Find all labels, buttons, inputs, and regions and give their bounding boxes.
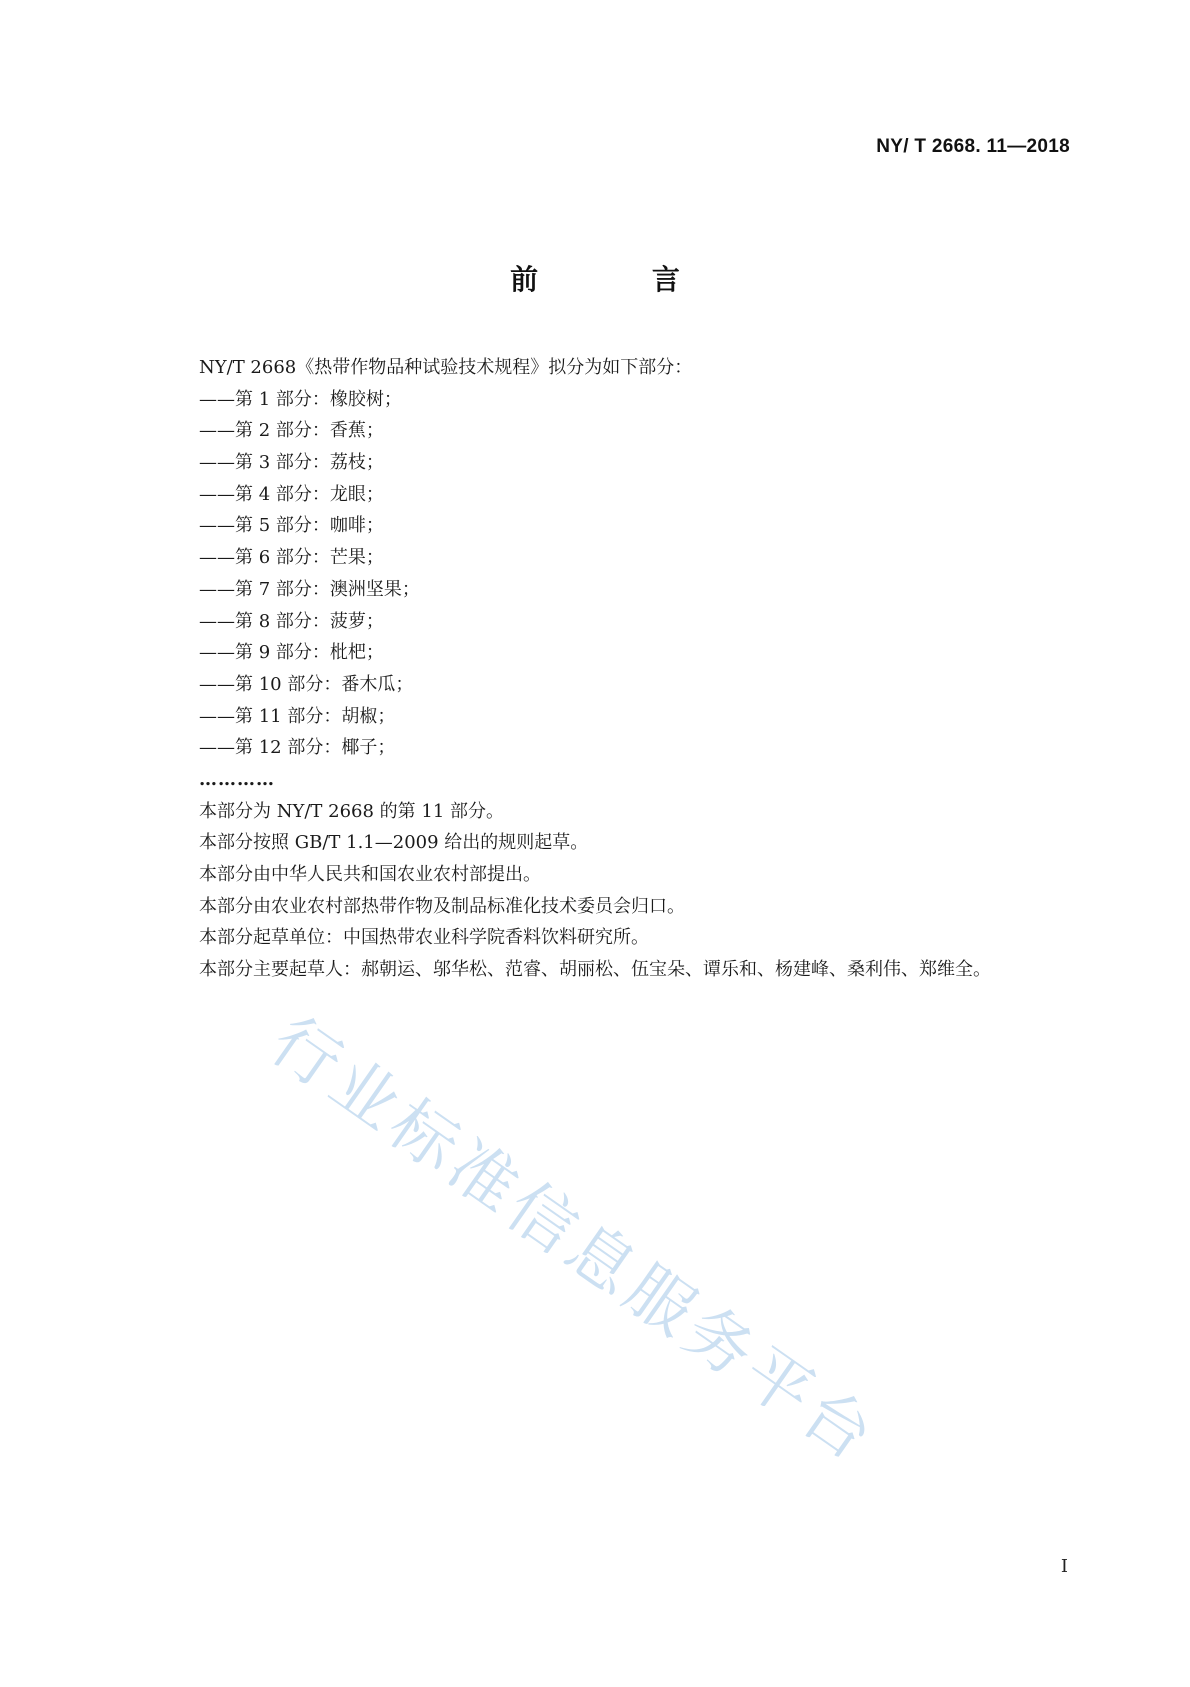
list-item: ——第 8 部分：菠萝； [199,610,384,632]
list-item: ——第 6 部分：芒果； [199,547,384,569]
list-item: ——第 4 部分：龙眼； [199,483,384,505]
list-item: ——第 7 部分：澳洲坚果； [199,578,420,600]
list-item: ——第 12 部分：椰子； [199,737,396,759]
list-item: ——第 5 部分：咖啡； [199,515,384,537]
paragraph: 本部分起草单位：中国热带农业科学院香料饮料研究所。 [199,927,649,949]
paragraph: 本部分按照 GB/T 1.1—2009 给出的规则起草。 [199,832,589,854]
paragraph: 本部分由农业农村部热带作物及制品标准化技术委员会归口。 [199,895,685,917]
list-item: ——第 1 部分：橡胶树； [199,388,402,410]
paragraph: 本部分由中华人民共和国农业农村部提出。 [199,864,541,885]
foreword-body [199,352,1059,986]
list-item: ——第 9 部分：枇杷； [199,642,384,664]
list-item: ——第 10 部分：番木瓜； [199,673,414,695]
standard-code: NY/ T 2668. 11—2018 [876,136,1070,157]
page-number: I [1060,1556,1068,1577]
list-item: ——第 11 部分：胡椒； [199,705,396,727]
ellipsis: ………… [199,768,275,790]
page-title: 前 言 [510,263,732,296]
paragraph: 本部分主要起草人：郝朝运、邬华松、范睿、胡丽松、伍宝朵、谭乐和、杨建峰、桑利伟、郑维全。 [199,959,991,981]
paragraph: 本部分为 NY/T 2668 的第 11 部分。 [199,800,505,822]
list-item: ——第 2 部分：香蕉； [199,420,384,442]
list-item: ——第 3 部分：荔枝； [199,452,384,474]
watermark: 行业标准信息服务平台 [257,1002,892,1479]
intro-paragraph: NY/T 2668《热带作物品种试验技术规程》拟分为如下部分： [199,357,693,378]
